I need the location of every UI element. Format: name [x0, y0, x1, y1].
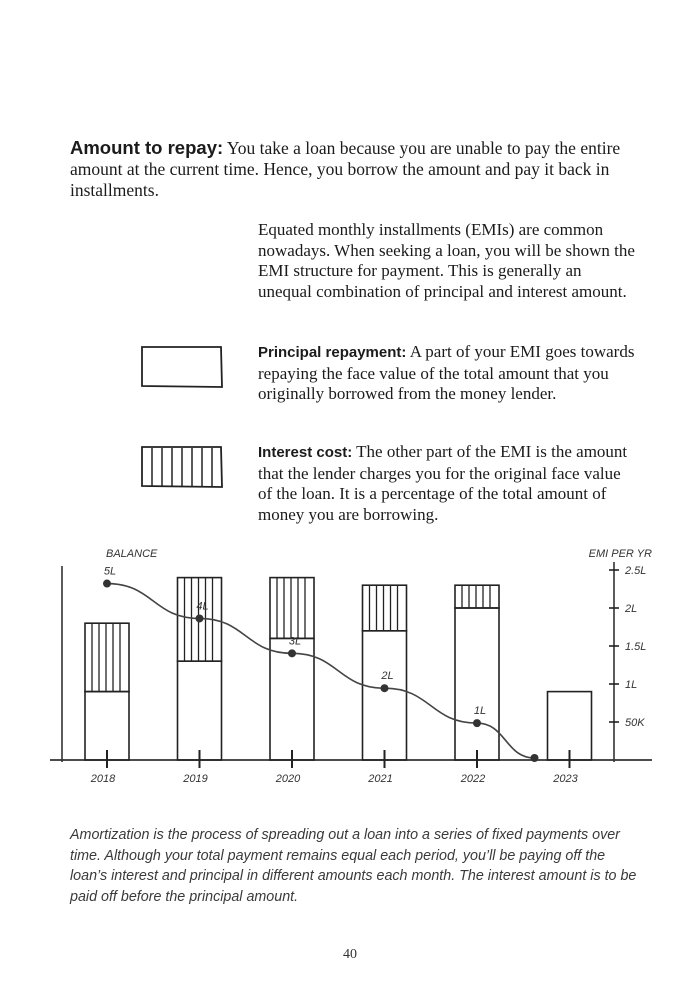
interest-hatching-2018: [92, 623, 120, 691]
principal-legend-swatch: [140, 345, 224, 394]
year-label-2018: 2018: [90, 773, 116, 785]
balance-point-2022: [473, 719, 481, 727]
balance-point-2019: [196, 614, 204, 622]
principal-text: A part of your EMI goes towards repaying the face value of the total amount that you originally borrowed from the money lender.: [258, 342, 635, 403]
balance-label-2021: 2L: [381, 670, 394, 683]
balance-line: [107, 584, 535, 758]
bar-principal-2023: [548, 692, 592, 760]
balance-label-2020: 3L: [288, 635, 302, 648]
balance-point-2020: [288, 649, 296, 657]
amortization-chart: [0, 540, 700, 800]
balance-point-2023: [531, 754, 539, 762]
interest-description: [258, 442, 638, 525]
bar-principal-2019: [178, 661, 222, 760]
page-number: 40: [343, 947, 357, 962]
interest-hatching-2021: [370, 585, 398, 631]
interest-label: Interest cost:: [258, 444, 353, 461]
left-axis-label: BALANCE: [106, 548, 158, 560]
balance-point-2021: [381, 684, 389, 692]
right-axis-label: EMI PER YR: [588, 548, 652, 560]
interest-legend-swatch: [140, 445, 224, 494]
right-tick-label-1L: 1L: [625, 679, 638, 691]
chart-caption: Amortization is the process of spreading out a loan into a series of fixed payments over time. Although your total payment remains equal each period, you’ll be paying off the loan’s interest and principal in different amounts each month. The interest amount is to be paid off before the principal amount.: [70, 827, 637, 905]
balance-point-2018: [103, 580, 111, 588]
year-label-2019: 2019: [183, 773, 208, 785]
emi-note-text: Equated monthly installments (EMIs) are common nowadays. When seeking a loan, you will be shown the EMI structure for payment. This is generally an unequal combination of principal and interest amount.: [258, 220, 635, 301]
right-tick-label-1.5L: 1.5L: [625, 641, 647, 653]
interest-text: The other part of the EMI is the amount that the lender charges you for the original face value of the loan. It is a percentage of the total amount of money you are borrowing.: [258, 442, 628, 524]
principal-label: Principal repayment:: [258, 344, 407, 361]
year-label-2021: 2021: [368, 773, 393, 785]
year-label-2023: 2023: [553, 773, 578, 785]
intro-paragraph: [70, 137, 630, 201]
interest-hatching-2020: [277, 578, 305, 639]
bar-principal-2022: [455, 608, 499, 760]
interest-hatching-2022: [462, 585, 490, 608]
intro-heading: Amount to repay:: [70, 137, 224, 158]
right-tick-label-2L: 2L: [625, 603, 638, 615]
emi-note: [258, 220, 638, 302]
right-tick-label-2.5L: 2.5L: [625, 565, 647, 577]
bar-principal-2018: [85, 692, 129, 760]
right-tick-label-50K: 50K: [625, 717, 645, 729]
bar-principal-2021: [363, 631, 407, 760]
intro-text: You take a loan because you are unable to pay the entire amount at the current time. Hence, you borrow the amount and pay it back in installments.: [70, 138, 621, 200]
balance-label-2019: 4L: [196, 600, 209, 613]
year-label-2020: 2020: [275, 773, 301, 785]
balance-label-2022: 1L: [473, 705, 487, 718]
principal-description: [258, 342, 638, 405]
year-label-2022: 2022: [460, 773, 486, 785]
balance-label-2018: 5L: [103, 565, 117, 578]
